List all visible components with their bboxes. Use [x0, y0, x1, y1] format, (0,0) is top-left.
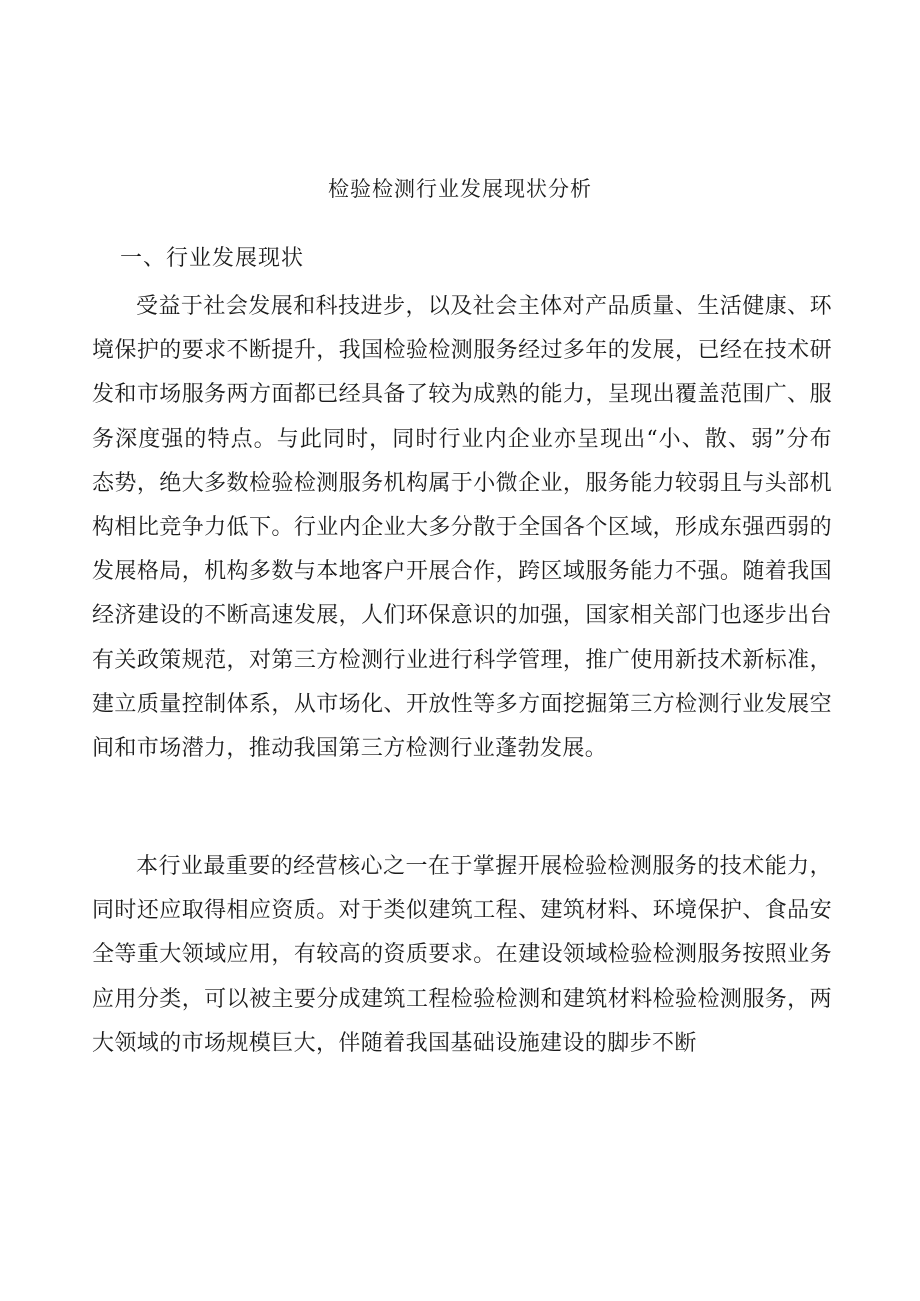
section-heading: 一、行业发展现状	[120, 246, 305, 271]
paragraph-2: 本行业最重要的经营核心之一在于掌握开展检验检测服务的技术能力，同时还应取得相应资质。对于类似建筑工程、建筑材料、环境保护、食品安全等重大领域应用，有较高的资质要求。在建设领域检验检测服务按照业务应用分类，可以被主要分成建筑工程检验检测和建筑材料检验检测服务，两大领域的市场规模巨大，伴随着我国基础设施建设的脚步不断	[92, 854, 832, 1056]
document-title: 检验检测行业发展现状分析	[328, 177, 592, 201]
paragraph-1: 受益于社会发展和科技进步，以及社会主体对产品质量、生活健康、环境保护的要求不断提升，我国检验检测服务经过多年的发展，已经在技术研发和市场服务两方面都已经具备了较为成熟的能力，呈现出覆盖范围广、服务深度强的特点。与此同时，同时行业内企业亦呈现出“小、散、弱”分布态势，绝大多数检验检测服务机构属于小微企业，服务能力较弱且与头部机构相比竞争力低下。行业内企业大多分散于全国各个区域，形成东强西弱的发展格局，机构多数与本地客户开展合作，跨区域服务能力不强。随着我国经济建设的不断高速发展，人们环保意识的加强，国家相关部门也逐步出台有关政策规范，对第三方检测行业进行科学管理，推广使用新技术新标准，建立质量控制体系，从市场化、开放性等多方面挖掘第三方检测行业发展空间和市场潜力，推动我国第三方检测行业蓬勃发展。	[92, 294, 832, 762]
